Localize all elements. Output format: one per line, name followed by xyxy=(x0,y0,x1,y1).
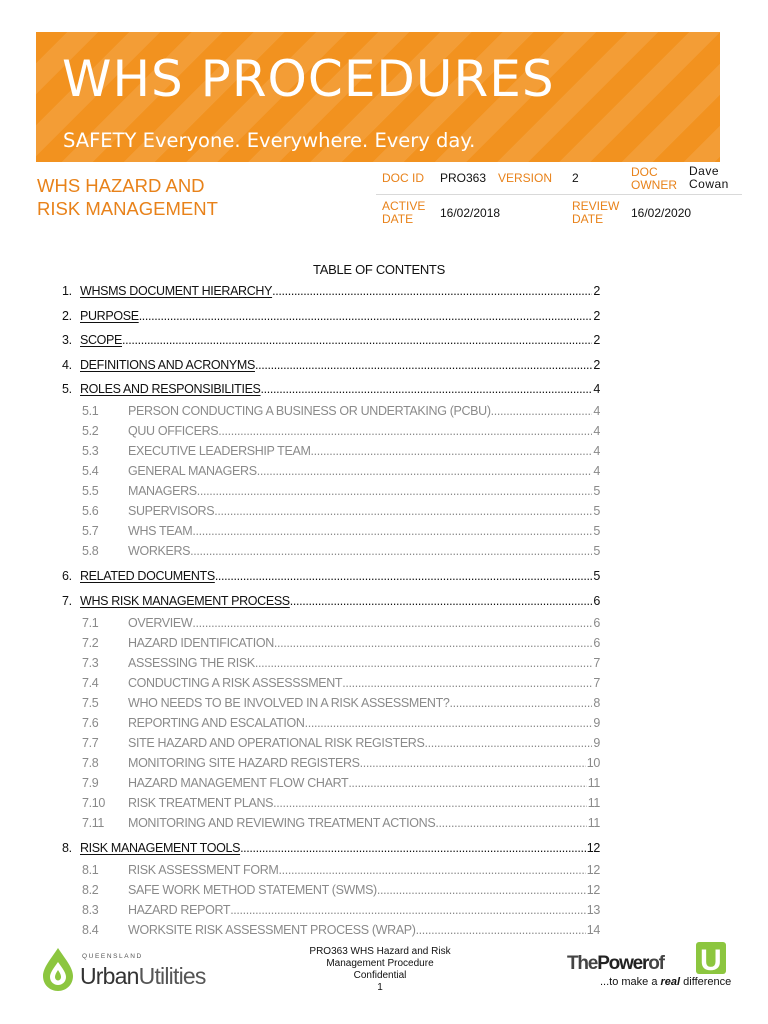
toc-entry-number: 7.3 xyxy=(82,655,99,670)
toc-entry-page: 4 xyxy=(593,444,600,458)
toc-entry-title[interactable]: RELATED DOCUMENTS xyxy=(80,569,215,583)
toc-entry-page: 8 xyxy=(593,695,600,710)
toc-entry-number: 7.11 xyxy=(82,815,105,830)
toc-entry[interactable] xyxy=(62,736,600,754)
toc-entry-number: 6. xyxy=(62,569,72,583)
toc-entry-page: 4 xyxy=(593,382,600,396)
toc-dot-leader xyxy=(273,796,587,810)
toc-entry-page: 2 xyxy=(593,333,600,347)
toc-entry-number: 5.4 xyxy=(82,464,99,478)
toc-entry[interactable] xyxy=(62,676,600,694)
toc-entry-title[interactable]: MANAGERS xyxy=(128,484,197,498)
toc-entry[interactable] xyxy=(62,309,600,327)
toc-entry[interactable] xyxy=(62,883,600,901)
toc-dot-leader xyxy=(311,444,593,458)
toc-dot-leader xyxy=(215,569,593,583)
toc-entry-page: 4 xyxy=(593,424,600,438)
toc-entry-title[interactable]: WHS TEAM xyxy=(128,524,193,538)
toc-dot-leader xyxy=(416,923,586,937)
toc-entry-title[interactable]: PURPOSE xyxy=(80,308,139,323)
toc-entry-title[interactable]: WORKERS xyxy=(128,544,191,558)
toc-entry-title[interactable]: SCOPE xyxy=(80,333,123,347)
toc-dot-leader xyxy=(240,841,586,855)
toc-entry-number: 5. xyxy=(62,382,72,396)
toc-entry-number: 7.1 xyxy=(82,615,99,630)
toc-entry-title[interactable]: OVERVIEW xyxy=(128,615,193,630)
document-title xyxy=(37,174,218,220)
toc-dot-leader xyxy=(360,756,586,770)
toc-entry-page: 2 xyxy=(593,284,600,298)
active-date-value: 16/02/2018 xyxy=(440,206,501,220)
toc-entry-title[interactable]: CONDUCTING A RISK ASSESSSMENT xyxy=(128,675,343,690)
toc-dot-leader xyxy=(255,358,592,372)
doc-owner-value-line-1: Dave xyxy=(689,164,720,178)
footer-line-3: Confidential xyxy=(353,970,407,981)
toc-heading: TABLE OF CONTENTS xyxy=(313,262,445,277)
tagline-post: difference xyxy=(680,976,732,988)
doc-owner-value-line-2: Cowan xyxy=(689,177,729,191)
toc-entry-number: 4. xyxy=(62,357,72,372)
toc-dot-leader xyxy=(274,636,592,650)
toc-entry[interactable] xyxy=(62,903,600,921)
toc-entry-page: 5 xyxy=(593,569,600,583)
doc-owner-label-line-1: DOC xyxy=(631,165,658,179)
toc-entry-title[interactable]: WHSMS DOCUMENT HIERARCHY xyxy=(80,284,273,298)
toc-entry-page: 12 xyxy=(586,840,600,855)
toc-entry-number: 8. xyxy=(62,840,72,855)
toc-entry-page: 9 xyxy=(593,735,600,750)
toc-dot-leader xyxy=(197,484,593,498)
toc-dot-leader xyxy=(278,863,585,877)
version-label: VERSION xyxy=(498,171,553,185)
toc-entry-number: 7.5 xyxy=(82,695,99,710)
toc-entry[interactable] xyxy=(62,544,600,562)
toc-entry-page: 6 xyxy=(593,615,600,630)
toc-entry-title[interactable]: RISK MANAGEMENT TOOLS xyxy=(80,840,241,855)
toc-entry-number: 7.6 xyxy=(82,715,99,730)
toc-entry-title[interactable]: PERSON CONDUCTING A BUSINESS OR UNDERTAKING (PCBU) xyxy=(128,404,491,418)
review-date-label xyxy=(572,200,619,226)
logo-name-part-1: Urban xyxy=(80,963,139,989)
doc-id-label: DOC ID xyxy=(382,171,424,185)
version-value: 2 xyxy=(572,171,579,185)
footer-line-2: Management Procedure xyxy=(326,958,434,969)
toc-entry-title[interactable]: SAFE WORK METHOD STATEMENT (SWMS) xyxy=(128,882,377,897)
toc-entry-page: 11 xyxy=(587,815,600,830)
toc-entry-title[interactable]: EXECUTIVE LEADERSHIP TEAM xyxy=(128,444,311,458)
toc-entry-title[interactable]: REPORTING AND ESCALATION xyxy=(128,715,305,730)
toc-entry-page: 5 xyxy=(593,524,600,538)
toc-entry-page: 5 xyxy=(593,484,600,498)
tagline-emphasis: real xyxy=(660,976,681,988)
banner-title: WHS PROCEDURES xyxy=(62,50,555,108)
doc-owner-label-line-2: OWNER xyxy=(631,178,677,192)
toc-entry[interactable] xyxy=(62,656,600,674)
toc-dot-leader xyxy=(255,656,593,670)
toc-dot-leader xyxy=(377,883,586,897)
toc-entry-page: 11 xyxy=(587,775,600,790)
toc-entry[interactable] xyxy=(62,756,600,774)
toc-entry-number: 5.6 xyxy=(82,504,99,518)
toc-entry[interactable] xyxy=(62,333,600,351)
review-date-label-line-1: REVIEW xyxy=(572,199,620,213)
toc-entry-title[interactable]: MONITORING SITE HAZARD REGISTERS xyxy=(128,755,360,770)
toc-dot-leader xyxy=(450,696,593,710)
toc-dot-leader xyxy=(491,404,593,418)
meta-row-1 xyxy=(376,163,742,195)
doc-id-value: PRO363 xyxy=(440,171,487,185)
toc-entry-title[interactable]: HAZARD REPORT xyxy=(128,902,231,917)
toc-entry-page: 12 xyxy=(586,862,600,877)
toc-dot-leader xyxy=(192,616,592,630)
toc-entry[interactable] xyxy=(62,616,600,634)
toc-entry-number: 8.1 xyxy=(82,862,99,877)
toc-entry-title[interactable]: WORKSITE RISK ASSESSMENT PROCESS (WRAP) xyxy=(128,922,416,937)
toc-entry-page: 5 xyxy=(593,544,600,558)
toc-entry-page: 2 xyxy=(593,308,600,323)
document-title-line-1: WHS HAZARD AND xyxy=(37,175,205,196)
toc-entry-page: 6 xyxy=(593,635,600,650)
toc-entry-page: 13 xyxy=(586,902,600,917)
toc-entry-title[interactable]: QUU OFFICERS xyxy=(128,424,219,438)
toc-dot-leader xyxy=(272,284,592,298)
toc-dot-leader xyxy=(290,594,593,608)
toc-entry-number: 5.3 xyxy=(82,444,99,458)
footer-line-1: PRO363 WHS Hazard and Risk xyxy=(309,946,451,957)
toc-entry[interactable] xyxy=(62,923,600,941)
toc-entry-number: 1. xyxy=(62,284,72,298)
footer-page-number: 1 xyxy=(377,982,383,993)
toc-entry-number: 5.5 xyxy=(82,484,99,498)
toc-dot-leader xyxy=(139,309,593,323)
toc-entry-title[interactable]: SITE HAZARD AND OPERATIONAL RISK REGISTERS xyxy=(128,735,425,750)
toc-entry-title[interactable]: ASSESSING THE RISK xyxy=(128,655,255,670)
document-meta-table xyxy=(376,163,742,231)
toc-entry-title[interactable]: MONITORING AND REVIEWING TREATMENT ACTIONS xyxy=(128,815,436,830)
toc-entry-number: 2. xyxy=(62,308,72,323)
toc-entry[interactable] xyxy=(62,404,600,422)
toc-entry-title[interactable]: RISK TREATMENT PLANS xyxy=(128,795,274,810)
logo-name-part-2: Utilities xyxy=(138,963,206,989)
toc-entry-page: 4 xyxy=(593,404,600,418)
banner-tagline: SAFETY Everyone. Everywhere. Every day. xyxy=(63,129,476,152)
toc-entry-page: 9 xyxy=(593,715,600,730)
toc-entry-number: 3. xyxy=(62,333,72,347)
toc-dot-leader xyxy=(261,382,593,396)
toc-entry[interactable] xyxy=(62,504,600,522)
toc-entry-page: 7 xyxy=(593,675,600,690)
toc-entry[interactable] xyxy=(62,524,600,542)
toc-dot-leader xyxy=(305,716,593,730)
toc-entry[interactable] xyxy=(62,696,600,714)
active-date-label-line-2: DATE xyxy=(382,212,414,226)
toc-dot-leader xyxy=(230,903,586,917)
power-logo-text-2: Power xyxy=(597,953,649,974)
toc-entry-number: 5.1 xyxy=(82,404,99,418)
toc-entry-page: 14 xyxy=(586,922,600,937)
toc-entry-title[interactable]: SUPERVISORS xyxy=(128,504,215,518)
water-drop-icon xyxy=(43,948,73,991)
toc-entry[interactable] xyxy=(62,594,600,612)
active-date-label-line-1: ACTIVE xyxy=(382,199,426,213)
toc-entry[interactable] xyxy=(62,816,600,834)
power-logo-text-3: of xyxy=(648,953,664,974)
doc-owner-value xyxy=(689,165,729,191)
toc-entry-number: 7.4 xyxy=(82,675,99,690)
toc-entry-number: 7. xyxy=(62,593,72,608)
logo-small-text: QUEENSLAND xyxy=(82,953,143,960)
toc-entry[interactable] xyxy=(62,464,600,482)
toc-entry[interactable] xyxy=(62,716,600,734)
toc-entry-number: 8.2 xyxy=(82,882,99,897)
toc-dot-leader xyxy=(342,676,592,690)
doc-owner-label xyxy=(631,166,677,192)
toc-dot-leader xyxy=(122,333,592,347)
toc-dot-leader xyxy=(214,504,592,518)
toc-entry-number: 7.2 xyxy=(82,635,99,650)
toc-entry-title[interactable]: DEFINITIONS AND ACRONYMS xyxy=(80,357,255,372)
toc-entry-page: 11 xyxy=(587,795,600,810)
toc-entry-title[interactable]: HAZARD MANAGEMENT FLOW CHART xyxy=(128,775,349,790)
toc-dot-leader xyxy=(257,464,593,478)
toc-entry-number: 7.7 xyxy=(82,735,99,750)
toc-entry[interactable] xyxy=(62,863,600,881)
toc-entry-title[interactable]: RISK ASSESSMENT FORM xyxy=(128,862,279,877)
power-logo-letter: U xyxy=(700,944,722,977)
toc-dot-leader xyxy=(435,816,586,830)
toc-entry-number: 7.10 xyxy=(82,795,105,810)
toc-entry[interactable] xyxy=(62,444,600,462)
review-date-label-line-2: DATE xyxy=(572,212,604,226)
toc-entry-page: 10 xyxy=(586,755,600,770)
toc-dot-leader xyxy=(424,736,592,750)
toc-entry-title[interactable]: ROLES AND RESPONSIBILITIES xyxy=(80,382,261,396)
power-logo-text-1: The xyxy=(567,953,598,974)
toc-entry-page: 7 xyxy=(593,655,600,670)
meta-row-2 xyxy=(376,195,742,231)
toc-entry-page: 4 xyxy=(593,464,600,478)
svg-text:ThePowerof xyxy=(567,953,666,974)
toc-entry-page: 5 xyxy=(593,504,600,518)
document-title-line-2: RISK MANAGEMENT xyxy=(37,198,218,219)
toc-dot-leader xyxy=(192,524,592,538)
toc-entry[interactable] xyxy=(62,484,600,502)
toc-entry-number: 5.2 xyxy=(82,424,99,438)
toc-entry[interactable] xyxy=(62,796,600,814)
toc-entry-number: 5.7 xyxy=(82,524,99,538)
toc-entry[interactable] xyxy=(62,424,600,442)
footer-document-info xyxy=(290,946,470,994)
toc-entry-title[interactable]: HAZARD IDENTIFICATION xyxy=(128,635,274,650)
toc-dot-leader xyxy=(190,544,592,558)
toc-entry-number: 7.8 xyxy=(82,755,99,770)
toc-dot-leader xyxy=(348,776,586,790)
toc-entry-title[interactable]: GENERAL MANAGERS xyxy=(128,464,257,478)
toc-entry[interactable] xyxy=(62,284,600,302)
toc-entry-title[interactable]: WHS RISK MANAGEMENT PROCESS xyxy=(80,593,290,608)
toc-entry-page: 12 xyxy=(586,882,600,897)
toc-entry-number: 8.4 xyxy=(82,922,99,937)
toc-entry-title[interactable]: WHO NEEDS TO BE INVOLVED IN A RISK ASSESSMENT? xyxy=(128,695,450,710)
toc-entry[interactable] xyxy=(62,358,600,376)
toc-entry-number: 8.3 xyxy=(82,902,99,917)
power-logo-tagline xyxy=(600,976,731,988)
tagline-pre: ...to make a xyxy=(600,976,661,988)
review-date-value: 16/02/2020 xyxy=(631,206,692,220)
active-date-label xyxy=(382,200,425,226)
toc-entry[interactable] xyxy=(62,569,600,587)
toc-dot-leader xyxy=(218,424,592,438)
toc-entry[interactable] xyxy=(62,776,600,794)
toc-entry[interactable] xyxy=(62,636,600,654)
queensland-urban-utilities-logo xyxy=(40,944,220,992)
svg-text:UrbanUtilities xyxy=(80,963,206,989)
toc-entry-number: 7.9 xyxy=(82,775,99,790)
toc-entry-page: 6 xyxy=(593,593,600,608)
toc-entry[interactable] xyxy=(62,841,600,859)
header-banner xyxy=(36,32,720,162)
toc-entry-page: 2 xyxy=(593,357,600,372)
toc-entry[interactable] xyxy=(62,382,600,400)
toc-entry-number: 5.8 xyxy=(82,544,99,558)
